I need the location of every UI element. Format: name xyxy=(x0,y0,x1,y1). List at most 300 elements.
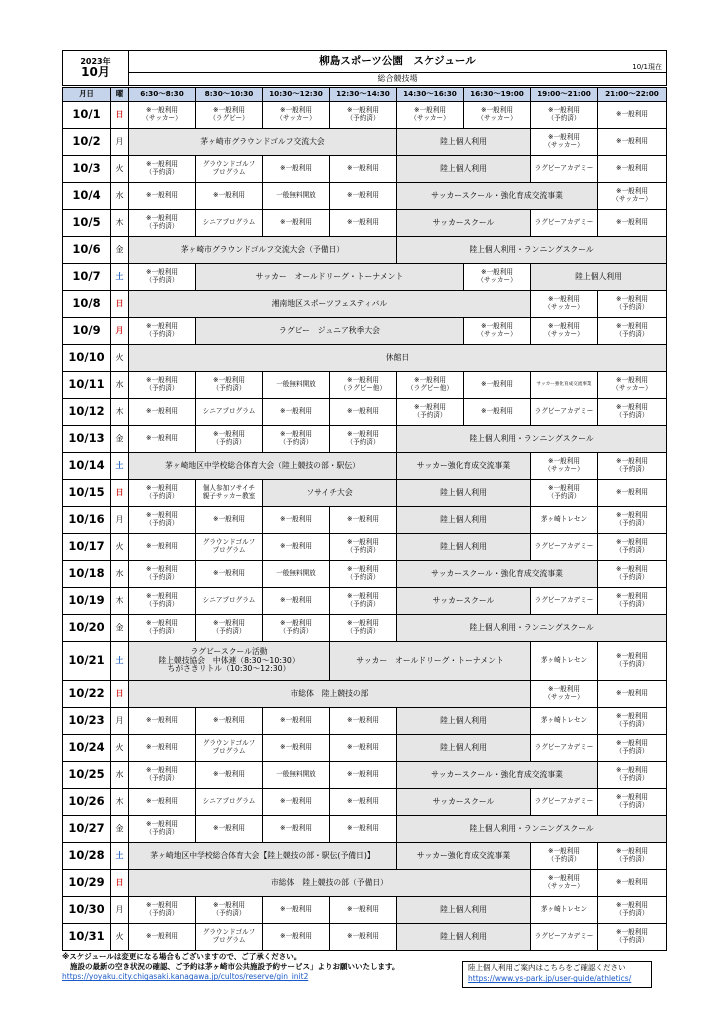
slot-cell xyxy=(598,762,667,789)
as-of-date: 10/1現在 xyxy=(632,62,662,71)
schedule-row xyxy=(63,924,667,951)
date-cell: 10/12 xyxy=(63,399,111,426)
cell-text: （サッカー） xyxy=(477,276,517,284)
cell-text: ※一般利用 xyxy=(146,716,178,725)
slot-cell xyxy=(263,156,330,183)
event-cell xyxy=(129,843,397,870)
schedule-header xyxy=(62,50,667,86)
cell-text: （予約済） xyxy=(279,438,313,446)
column-header: 14:30〜16:30 xyxy=(397,88,464,102)
slot-cell xyxy=(263,426,330,453)
cell-text: ラグビー ジュニア秋季大会 xyxy=(279,325,380,335)
cell-text: ※一般利用 xyxy=(347,430,379,439)
cell-text: プログラム xyxy=(212,168,246,176)
cell-text: ※一般利用 xyxy=(146,542,178,551)
slot-cell xyxy=(531,399,598,426)
column-header: 曜 xyxy=(111,88,129,102)
slot-cell xyxy=(598,156,667,183)
cell-text: ラグビーアカデミー xyxy=(534,797,594,806)
cell-text: ※一般利用 xyxy=(146,932,178,941)
cell-text: ※一般利用 xyxy=(347,218,379,227)
cell-text: （予約済） xyxy=(615,546,649,554)
cell-text: ※一般利用 xyxy=(146,322,178,331)
page-title: 柳島スポーツ公園 スケジュール xyxy=(319,55,476,68)
cell-text: ソサイチ大会 xyxy=(306,487,353,497)
slot-cell xyxy=(531,789,598,816)
cell-text: （予約済） xyxy=(615,720,649,728)
cell-text: ※一般利用 xyxy=(280,596,312,605)
cell-text: シニアプログラム xyxy=(202,218,256,227)
slot-cell xyxy=(464,318,531,345)
slot-cell xyxy=(598,534,667,561)
cell-text: （予約済） xyxy=(547,855,581,863)
year-month-cell xyxy=(63,51,129,86)
slot-cell xyxy=(129,708,196,735)
column-header: 19:00〜21:00 xyxy=(531,88,598,102)
cell-text: ラグビーアカデミー xyxy=(534,164,594,173)
event-cell xyxy=(397,453,531,480)
slot-cell xyxy=(129,789,196,816)
cell-text: ※一般利用 xyxy=(347,770,379,779)
schedule-row xyxy=(63,237,667,264)
cell-text: ※一般利用 xyxy=(213,191,245,200)
slot-cell xyxy=(330,561,397,588)
slot-cell xyxy=(598,843,667,870)
cell-text: サッカー オールドリーグ・トーナメント xyxy=(356,655,504,665)
slot-cell xyxy=(598,708,667,735)
cell-text: ラグビーアカデミー xyxy=(534,218,594,227)
slot-cell xyxy=(598,480,667,507)
slot-cell xyxy=(531,453,598,480)
cell-text: （サッカー） xyxy=(142,114,182,122)
cell-text: ※一般利用 xyxy=(616,847,648,856)
weekday-cell: 金 xyxy=(111,426,129,453)
cell-text: ※一般利用 xyxy=(347,716,379,725)
slot-cell xyxy=(263,372,330,399)
cell-text: 一般無料開放 xyxy=(276,191,316,200)
cell-text: 親子サッカー教室 xyxy=(202,492,256,500)
slot-cell xyxy=(531,708,598,735)
cell-text: （予約済） xyxy=(615,519,649,527)
cell-text: ラグビーアカデミー xyxy=(534,542,594,551)
event-cell xyxy=(129,681,531,708)
cell-text: ※一般利用 xyxy=(347,797,379,806)
event-cell xyxy=(129,129,397,156)
cell-text: 陸上個人利用 xyxy=(440,541,487,551)
slot-cell xyxy=(263,816,330,843)
cell-text: ※一般利用 xyxy=(347,407,379,416)
cell-text: ※一般利用 xyxy=(146,407,178,416)
cell-text: （サッカー） xyxy=(477,114,517,122)
cell-text: プログラム xyxy=(212,747,246,755)
schedule-row xyxy=(63,762,667,789)
cell-text: ※一般利用 xyxy=(347,619,379,628)
date-cell: 10/26 xyxy=(63,789,111,816)
cell-text: （予約済） xyxy=(212,909,246,917)
title-cell xyxy=(129,51,667,73)
cell-text: ※一般利用 xyxy=(146,268,178,277)
cell-text: ※一般利用 xyxy=(616,511,648,520)
weekday-cell: 火 xyxy=(111,156,129,183)
slot-cell xyxy=(531,588,598,615)
cell-text: （予約済） xyxy=(346,546,380,554)
date-cell: 10/16 xyxy=(63,507,111,534)
event-cell xyxy=(397,735,531,762)
reservation-link[interactable]: https://yoyaku.city.chigasaki.kanagawa.jp/cultos/reserve/gin_init2 xyxy=(62,972,309,982)
cell-text: グラウンドゴルフ xyxy=(202,739,256,748)
note-line-1: ※スケジュールは変更になる場合もございますので、ご了承ください。 xyxy=(62,952,302,961)
weekday-cell: 日 xyxy=(111,102,129,129)
event-cell xyxy=(397,843,531,870)
note-line-2: 施設の最新の空き状況の確認、ご予約は茅ヶ崎市公共施設予約サービス」よりお願いいたします。 xyxy=(70,962,400,972)
cell-text: ※一般利用 xyxy=(146,106,178,115)
date-cell: 10/23 xyxy=(63,708,111,735)
schedule-row xyxy=(63,426,667,453)
column-header-row xyxy=(63,88,667,102)
weekday-cell: 日 xyxy=(111,870,129,897)
weekday-cell: 日 xyxy=(111,681,129,708)
cell-text: ※一般利用 xyxy=(616,187,648,196)
event-cell xyxy=(129,642,330,681)
cell-text: サッカー オールドリーグ・トーナメント xyxy=(255,271,404,281)
cell-text: グラウンドゴルフ xyxy=(202,928,256,937)
cell-text: ※一般利用 xyxy=(347,106,379,115)
schedule-table xyxy=(62,87,667,951)
cell-text: ※一般利用 xyxy=(548,874,580,883)
cell-text: ※一般利用 xyxy=(146,565,178,574)
slot-cell xyxy=(129,102,196,129)
event-cell xyxy=(397,534,531,561)
schedule-row xyxy=(63,480,667,507)
cell-text: （サッカー） xyxy=(612,384,652,392)
slot-cell xyxy=(330,426,397,453)
slot-cell xyxy=(263,588,330,615)
slot-cell xyxy=(330,399,397,426)
slot-cell xyxy=(598,318,667,345)
cell-text: 陸上個人利用・ランニングスクール xyxy=(469,244,594,254)
slot-cell xyxy=(397,372,464,399)
weekday-cell: 日 xyxy=(111,291,129,318)
event-cell xyxy=(397,507,531,534)
cell-text: ※一般利用 xyxy=(213,106,245,115)
cell-text: （予約済） xyxy=(413,411,447,419)
cell-text: ※一般利用 xyxy=(481,106,513,115)
slot-cell xyxy=(598,870,667,897)
cell-text: サッカースクール xyxy=(432,595,495,605)
cell-text: ※一般利用 xyxy=(616,766,648,775)
slot-cell xyxy=(531,156,598,183)
slot-cell xyxy=(330,156,397,183)
slot-cell xyxy=(330,588,397,615)
schedule-row xyxy=(63,843,667,870)
cell-text: サッカー強化育成交流事業 xyxy=(416,850,511,860)
slot-cell xyxy=(531,924,598,951)
cell-text: ※一般利用 xyxy=(280,218,312,227)
slot-cell xyxy=(598,453,667,480)
cell-text: ※一般利用 xyxy=(616,592,648,601)
weekday-cell: 日 xyxy=(111,480,129,507)
weekday-cell: 土 xyxy=(111,453,129,480)
cell-text: （予約済） xyxy=(145,909,179,917)
slot-cell xyxy=(129,480,196,507)
slot-cell xyxy=(531,129,598,156)
cell-text: （サッカー） xyxy=(410,114,450,122)
weekday-cell: 木 xyxy=(111,399,129,426)
weekday-cell: 月 xyxy=(111,507,129,534)
cell-text: ※一般利用 xyxy=(347,515,379,524)
cell-text: ※一般利用 xyxy=(347,191,379,200)
cell-text: （予約済） xyxy=(145,384,179,392)
cell-text: ※一般利用 xyxy=(280,716,312,725)
cell-text: （サッカー） xyxy=(544,330,584,338)
cell-text: サッカースクール xyxy=(432,217,495,227)
slot-cell xyxy=(263,615,330,642)
cell-text: ※一般利用 xyxy=(548,106,580,115)
cell-text: プログラム xyxy=(212,546,246,554)
cell-text: ※一般利用 xyxy=(548,685,580,694)
cell-text: ※一般利用 xyxy=(347,905,379,914)
cell-text: 茅ヶ崎市グラウンドゴルフ交流大会 xyxy=(200,136,325,146)
cell-text: （予約済） xyxy=(547,492,581,500)
cell-text: ※一般利用 xyxy=(146,901,178,910)
cell-text: サッカースクール・強化育成交流事業 xyxy=(431,769,563,779)
slot-cell xyxy=(129,816,196,843)
date-cell: 10/22 xyxy=(63,681,111,708)
cell-text: （予約済） xyxy=(145,519,179,527)
slot-cell xyxy=(263,561,330,588)
athletics-guide-link[interactable]: https://www.ys-park.jp/user-guide/athletics/ xyxy=(468,974,632,984)
slot-cell xyxy=(598,642,667,681)
cell-text: （予約済） xyxy=(212,438,246,446)
cell-text: ※一般利用 xyxy=(146,484,178,493)
slot-cell xyxy=(330,924,397,951)
slot-cell xyxy=(330,507,397,534)
cell-text: グラウンドゴルフ xyxy=(202,160,256,169)
cell-text: （予約済） xyxy=(145,600,179,608)
schedule-row xyxy=(63,561,667,588)
date-cell: 10/7 xyxy=(63,264,111,291)
cell-text: ※一般利用 xyxy=(280,430,312,439)
slot-cell xyxy=(263,735,330,762)
cell-text: ※一般利用 xyxy=(616,878,648,887)
cell-text: （予約済） xyxy=(615,600,649,608)
event-cell xyxy=(397,156,531,183)
cell-text: （予約済） xyxy=(145,627,179,635)
date-cell: 10/28 xyxy=(63,843,111,870)
cell-text: （サッカー） xyxy=(544,882,584,890)
cell-text: 陸上個人利用・ランニングスクール xyxy=(469,823,594,833)
date-cell: 10/21 xyxy=(63,642,111,681)
cell-text: 茅ヶ崎地区中学校総合体育大会（陸上競技の部・駅伝） xyxy=(165,460,360,470)
slot-cell xyxy=(196,534,263,561)
event-cell xyxy=(196,318,464,345)
date-cell: 10/15 xyxy=(63,480,111,507)
cell-text: ※一般利用 xyxy=(616,901,648,910)
slot-cell xyxy=(129,534,196,561)
schedule-row xyxy=(63,507,667,534)
cell-text: （予約済） xyxy=(615,330,649,338)
slot-cell xyxy=(531,534,598,561)
month-label: 10月 xyxy=(81,64,110,79)
slot-cell xyxy=(598,372,667,399)
slot-cell xyxy=(531,372,598,399)
slot-cell xyxy=(196,708,263,735)
cell-text: （予約済） xyxy=(279,627,313,635)
cell-text: ※一般利用 xyxy=(414,376,446,385)
cell-text: ※一般利用 xyxy=(146,214,178,223)
cell-text: （予約済） xyxy=(346,627,380,635)
slot-cell xyxy=(598,102,667,129)
cell-text: サッカースクール・強化育成交流事業 xyxy=(431,568,563,578)
cell-text: シニアプログラム xyxy=(202,407,256,416)
slot-cell xyxy=(129,426,196,453)
year-label: 2023年 xyxy=(80,56,111,66)
venue-label: 総合競技場 xyxy=(129,72,667,85)
event-cell xyxy=(129,453,397,480)
cell-text: ※一般利用 xyxy=(347,164,379,173)
cell-text: （サッカー） xyxy=(477,330,517,338)
cell-text: （予約済） xyxy=(615,747,649,755)
cell-text: （予約済） xyxy=(615,465,649,473)
event-cell xyxy=(196,264,464,291)
cell-text: ※一般利用 xyxy=(616,739,648,748)
cell-text: 陸上個人利用 xyxy=(440,742,487,752)
cell-text: ※一般利用 xyxy=(481,407,513,416)
slot-cell xyxy=(330,102,397,129)
cell-text: ラグビーアカデミー xyxy=(534,407,594,416)
cell-text: ※一般利用 xyxy=(347,932,379,941)
slot-cell xyxy=(531,318,598,345)
cell-text: ※一般利用 xyxy=(548,322,580,331)
slot-cell xyxy=(464,399,531,426)
slot-cell xyxy=(196,897,263,924)
cell-text: ラグビーアカデミー xyxy=(534,743,594,752)
cell-text: ※一般利用 xyxy=(347,824,379,833)
date-cell: 10/18 xyxy=(63,561,111,588)
notes xyxy=(62,952,462,982)
cell-text: ※一般利用 xyxy=(616,376,648,385)
schedule-row xyxy=(63,156,667,183)
schedule-row xyxy=(63,345,667,372)
slot-cell xyxy=(598,789,667,816)
cell-text: 茅ヶ崎トレセン xyxy=(540,656,588,665)
cell-text: ※一般利用 xyxy=(213,770,245,779)
event-cell xyxy=(129,870,531,897)
cell-text: （サッカー） xyxy=(544,141,584,149)
cell-text: 茅ヶ崎トレセン xyxy=(540,716,588,725)
cell-text: （予約済） xyxy=(615,855,649,863)
cell-text: ※一般利用 xyxy=(280,905,312,914)
schedule-row xyxy=(63,291,667,318)
slot-cell xyxy=(531,102,598,129)
cell-text: サッカー強化育成交流事業 xyxy=(416,460,511,470)
cell-text: 陸上個人利用 xyxy=(440,487,487,497)
event-cell xyxy=(397,762,598,789)
slot-cell xyxy=(196,156,263,183)
column-header: 21:00〜22:00 xyxy=(598,88,667,102)
slot-cell xyxy=(196,816,263,843)
slot-cell xyxy=(531,210,598,237)
column-header: 6:30〜8:30 xyxy=(129,88,196,102)
cell-text: （予約済） xyxy=(212,384,246,392)
cell-text: 市総体 陸上競技の部（予備日） xyxy=(271,877,388,887)
event-cell xyxy=(263,480,397,507)
weekday-cell: 金 xyxy=(111,615,129,642)
slot-cell xyxy=(263,399,330,426)
cell-text: ※一般利用 xyxy=(347,592,379,601)
cell-text: （予約済） xyxy=(145,492,179,500)
cell-text: ※一般利用 xyxy=(616,164,648,173)
cell-text: ※一般利用 xyxy=(146,592,178,601)
cell-text: ※一般利用 xyxy=(616,403,648,412)
weekday-cell: 木 xyxy=(111,789,129,816)
slot-cell xyxy=(531,291,598,318)
slot-cell xyxy=(598,210,667,237)
schedule-row xyxy=(63,789,667,816)
date-cell: 10/30 xyxy=(63,897,111,924)
cell-text: 湘南地区スポーツフェスティバル xyxy=(271,298,388,308)
cell-text: （予約済） xyxy=(346,600,380,608)
slot-cell xyxy=(598,399,667,426)
cell-text: ※一般利用 xyxy=(481,380,513,389)
slot-cell xyxy=(531,642,598,681)
slot-cell xyxy=(531,681,598,708)
cell-text: （予約済） xyxy=(615,411,649,419)
slot-cell xyxy=(263,762,330,789)
cell-text: ※一般利用 xyxy=(280,515,312,524)
cell-text: （予約済） xyxy=(547,114,581,122)
event-cell xyxy=(397,561,598,588)
slot-cell xyxy=(330,210,397,237)
cell-text: ※一般利用 xyxy=(414,106,446,115)
slot-cell xyxy=(598,924,667,951)
cell-text: ※一般利用 xyxy=(548,295,580,304)
cell-text: ※一般利用 xyxy=(146,191,178,200)
cell-text: 個人参加ソサイチ xyxy=(202,484,256,493)
slot-cell xyxy=(263,183,330,210)
cell-text: （予約済） xyxy=(145,222,179,230)
slot-cell xyxy=(196,102,263,129)
cell-text: ※一般利用 xyxy=(616,689,648,698)
slot-cell xyxy=(330,897,397,924)
date-cell: 10/1 xyxy=(63,102,111,129)
slot-cell xyxy=(196,924,263,951)
cell-text: ※一般利用 xyxy=(146,434,178,443)
slot-cell xyxy=(129,372,196,399)
cell-text: ※一般利用 xyxy=(146,766,178,775)
event-cell xyxy=(397,924,531,951)
slot-cell xyxy=(263,789,330,816)
cell-text: ※一般利用 xyxy=(280,106,312,115)
cell-text: ※一般利用 xyxy=(548,484,580,493)
cell-text: （予約済） xyxy=(145,828,179,836)
slot-cell xyxy=(263,534,330,561)
cell-text: ※一般利用 xyxy=(280,164,312,173)
slot-cell xyxy=(263,102,330,129)
date-cell: 10/4 xyxy=(63,183,111,210)
cell-text: ※一般利用 xyxy=(146,160,178,169)
cell-text: 休館日 xyxy=(385,352,410,362)
schedule-row xyxy=(63,615,667,642)
slot-cell xyxy=(129,210,196,237)
slot-cell xyxy=(598,129,667,156)
slot-cell xyxy=(263,210,330,237)
weekday-cell: 水 xyxy=(111,762,129,789)
cell-text: （ラグビー他） xyxy=(407,384,453,392)
cell-text: ※一般利用 xyxy=(481,268,513,277)
cell-text: （予約済） xyxy=(145,774,179,782)
cell-text: （予約済） xyxy=(615,660,649,668)
